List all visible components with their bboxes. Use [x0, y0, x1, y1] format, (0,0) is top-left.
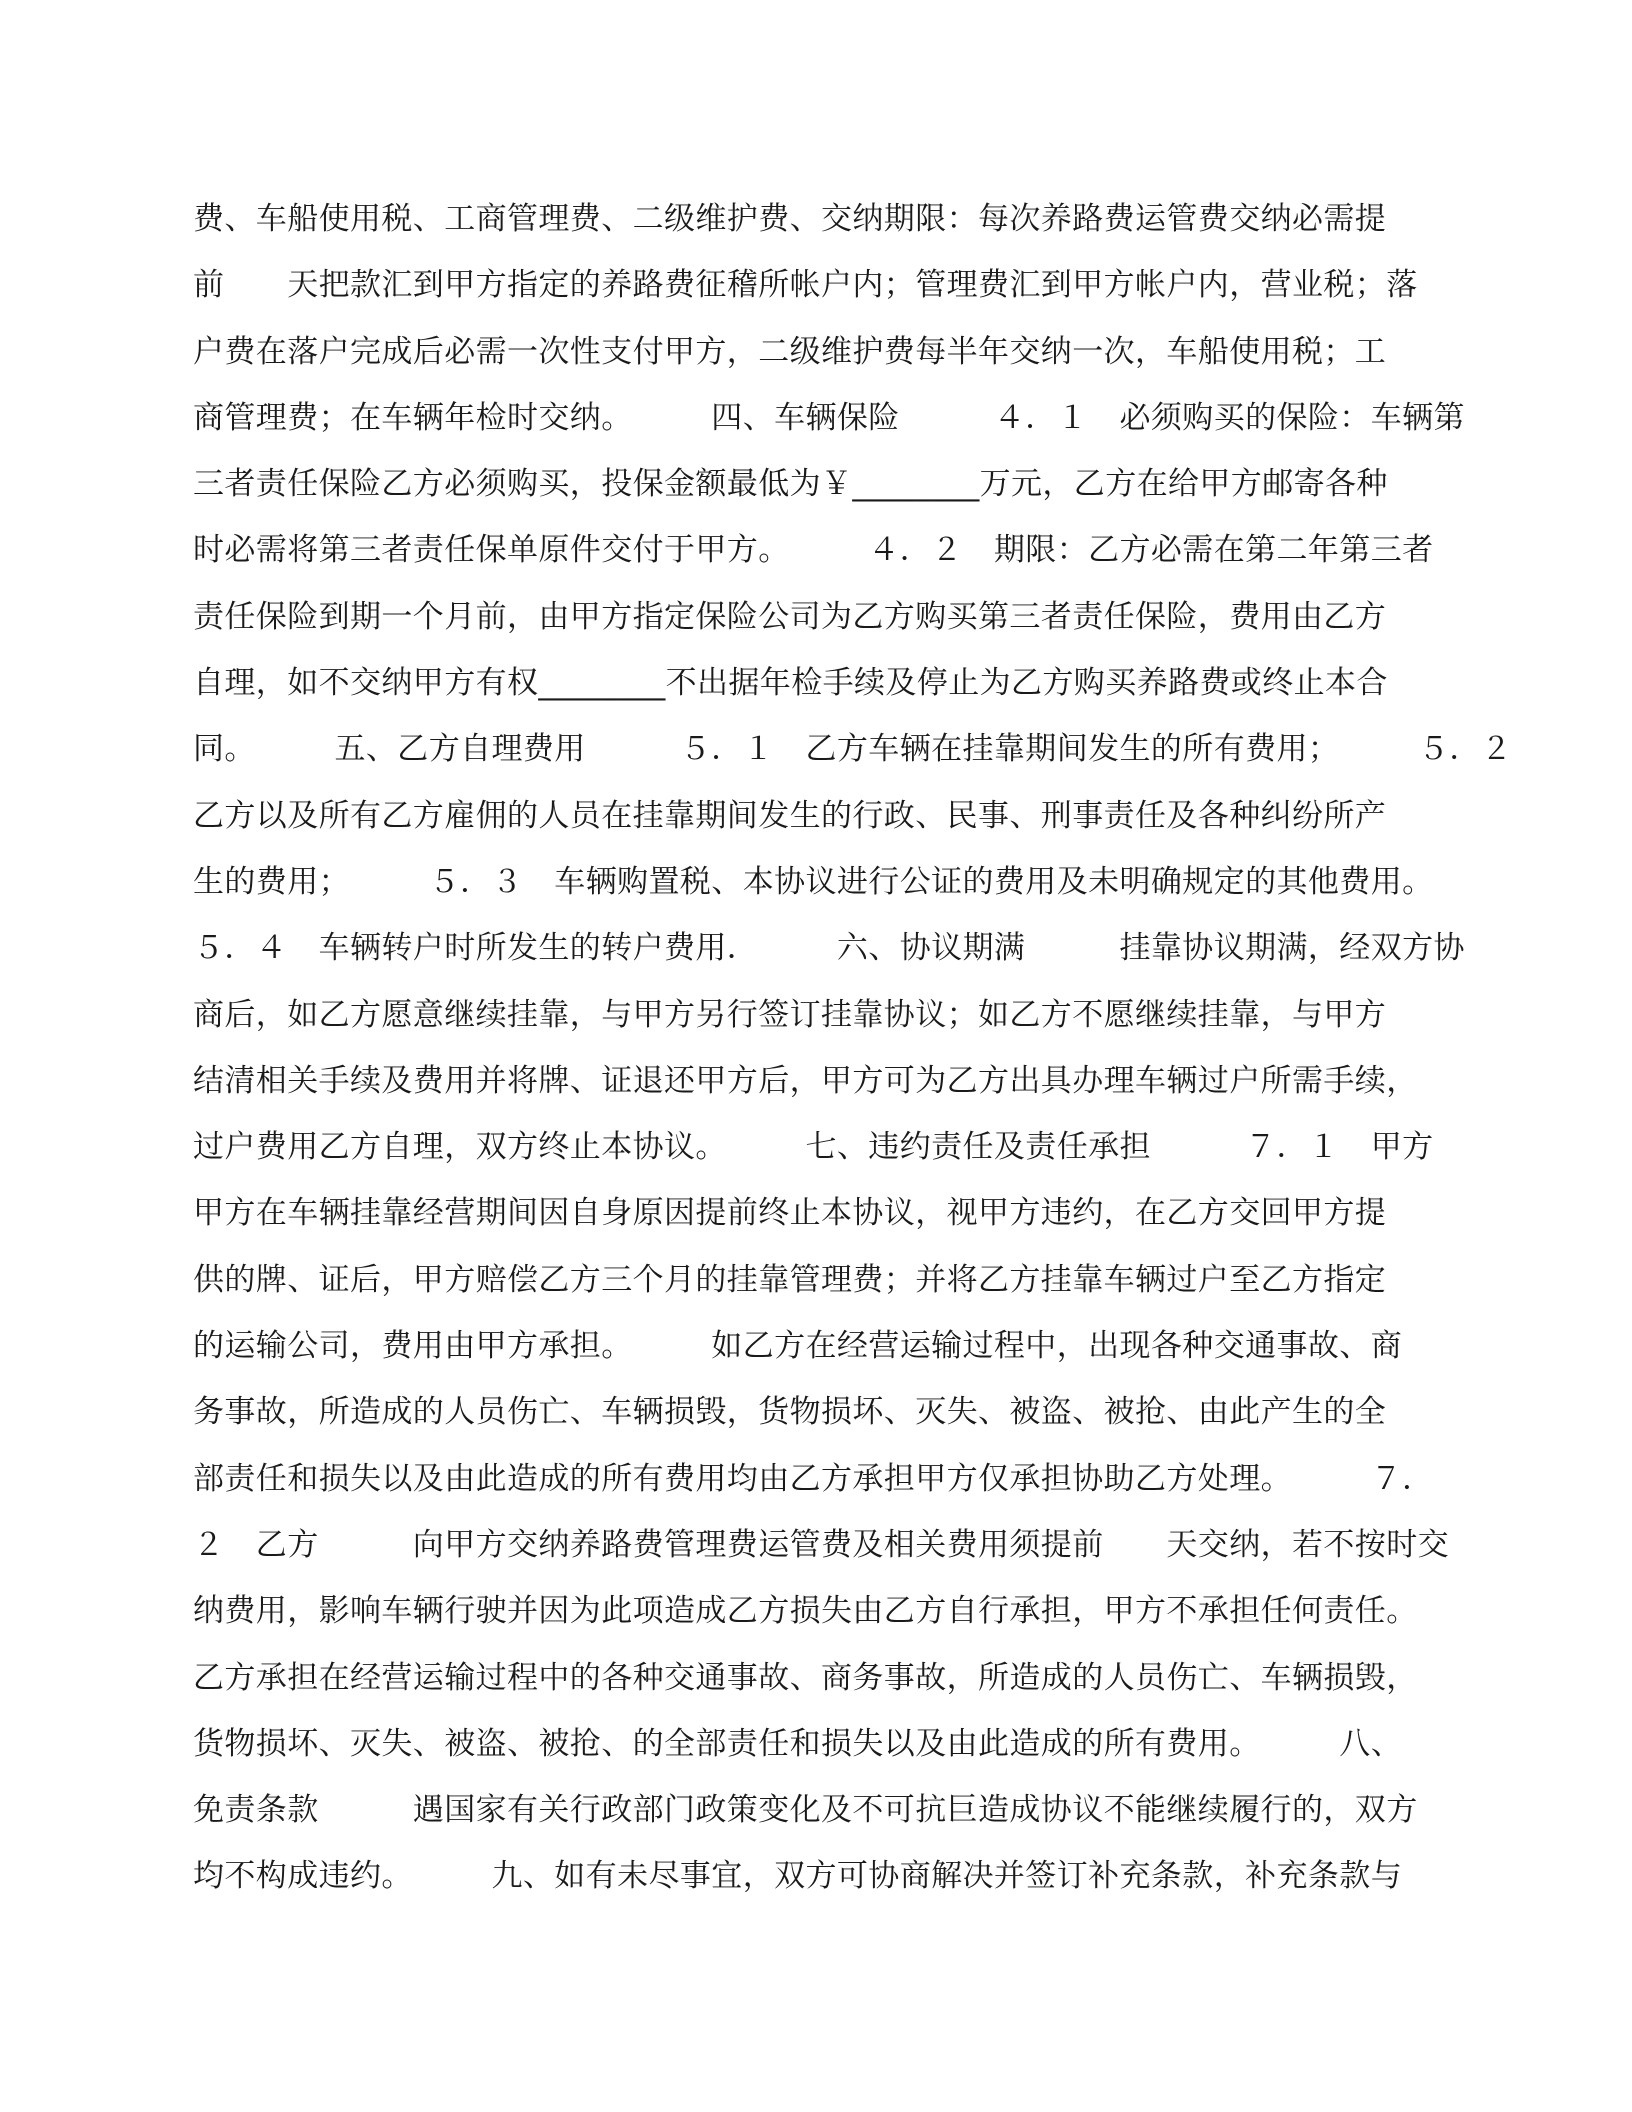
text-line: 责任保险到期一个月前，由甲方指定保险公司为乙方购买第三者责任保险，费用由乙方: [193, 598, 1387, 635]
text-line: 部责任和损失以及由此造成的所有费用均由乙方承担甲方仅承担协助乙方处理。 ７．: [193, 1460, 1434, 1497]
text-line: 甲方在车辆挂靠经营期间因自身原因提前终止本协议，视甲方违约，在乙方交回甲方提: [193, 1195, 1387, 1232]
text-line: 时必需将第三者责任保单原件交付于甲方。 ４．２ 期限：乙方必需在第二年第三者: [193, 532, 1434, 569]
text-line: 乙方以及所有乙方雇佣的人员在挂靠期间发生的行政、民事、刑事责任及各种纠纷所产: [193, 797, 1387, 834]
text-line: 过户费用乙方自理，双方终止本协议。 七、违约责任及责任承担 ７．１ 甲方: [193, 1129, 1434, 1166]
text-line: 生的费用； ５．３ 车辆购置税、本协议进行公证的费用及未明确规定的其他费用。: [193, 863, 1434, 900]
text-line: 纳费用，影响车辆行驶并因为此项造成乙方损失由乙方自行承担，甲方不承担任何责任。: [193, 1593, 1418, 1630]
text-line: 务事故，所造成的人员伤亡、车辆损毁，货物损坏、灭失、被盗、被抢、由此产生的全: [193, 1394, 1387, 1431]
text-line: 结清相关手续及费用并将牌、证退还甲方后，甲方可为乙方出具办理车辆过户所需手续，: [193, 1062, 1418, 1099]
text-line: 前 天把款汇到甲方指定的养路费征稽所帐户内；管理费汇到甲方帐户内，营业税；落: [193, 267, 1418, 304]
text-line: ５．４ 车辆转户时所发生的转户费用． 六、协议期满 挂靠协议期满，经双方协: [193, 930, 1465, 967]
text-line: 费、车船使用税、工商管理费、二级维护费、交纳期限：每次养路费运管费交纳必需提: [193, 201, 1387, 237]
text-line: 商后，如乙方愿意继续挂靠，与甲方另行签订挂靠协议；如乙方不愿继续挂靠，与甲方: [193, 996, 1387, 1033]
text-line: 商管理费；在车辆年检时交纳。 四、车辆保险 ４．１ 必须购买的保险：车辆第: [193, 399, 1465, 436]
text-line: 货物损坏、灭失、被盗、被抢、的全部责任和损失以及由此造成的所有费用。 八、: [193, 1725, 1403, 1762]
text-line: 三者责任保险乙方必须购买，投保金额最低为￥________万元，乙方在给甲方邮寄各种: [193, 466, 1388, 503]
text-line: ２ 乙方 向甲方交纳养路费管理费运管费及相关费用须提前 天交纳，若不按时交: [193, 1526, 1449, 1563]
text-line: 均不构成违约。 九、如有未尽事宜，双方可协商解决并签订补充条款，补充条款与: [193, 1858, 1403, 1895]
text-line: 自理，如不交纳甲方有权________不出据年检手续及停止为乙方购买养路费或终止本合: [193, 665, 1388, 702]
text-line: 户费在落户完成后必需一次性支付甲方，二级维护费每半年交纳一次，车船使用税；工: [193, 333, 1387, 370]
text-line: 同。 五、乙方自理费用 ５．１ 乙方车辆在挂靠期间发生的所有费用； ５．２: [193, 731, 1513, 768]
text-line: 免责条款 遇国家有关行政部门政策变化及不可抗巨造成协议不能继续履行的，双方: [193, 1792, 1418, 1829]
body-text: [193, 186, 1513, 1910]
text-line: 供的牌、证后，甲方赔偿乙方三个月的挂靠管理费；并将乙方挂靠车辆过户至乙方指定: [193, 1261, 1387, 1298]
text-line: 乙方承担在经营运输过程中的各种交通事故、商务事故，所造成的人员伤亡、车辆损毁，: [193, 1659, 1418, 1696]
text-line: 的运输公司，费用由甲方承担。 如乙方在经营运输过程中，出现各种交通事故、商: [193, 1328, 1403, 1365]
